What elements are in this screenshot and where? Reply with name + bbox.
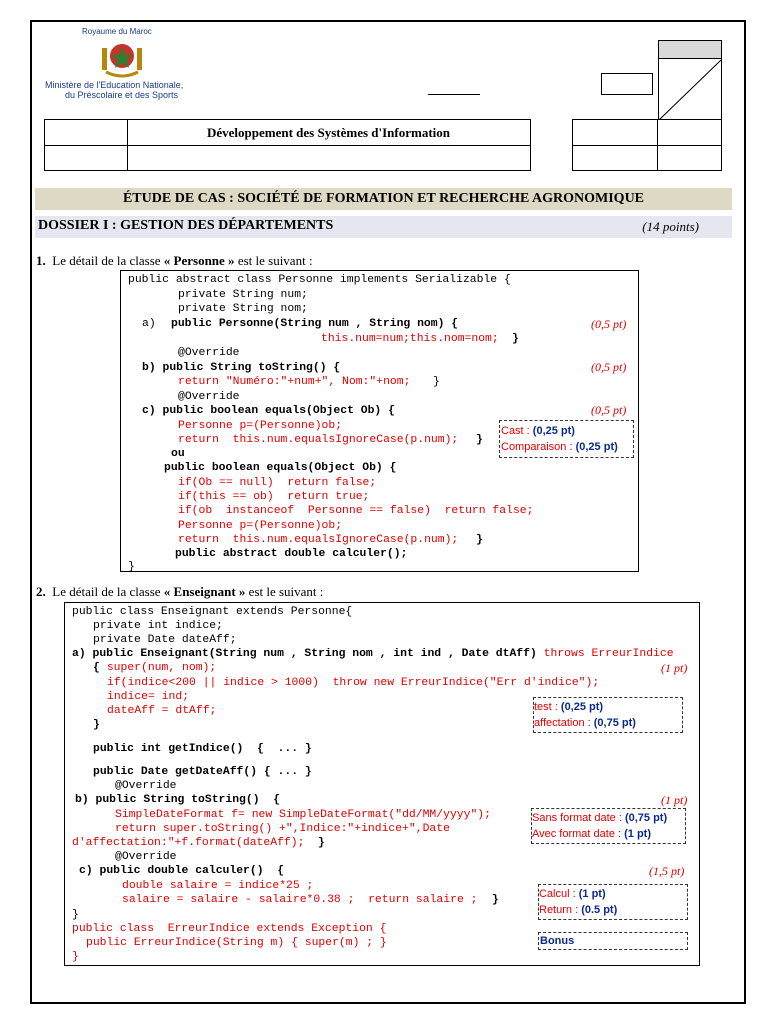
code-line: } [433,376,440,388]
code-line: super(num, nom); [100,662,217,674]
code-line: public int getIndice() { ... } [93,743,312,755]
note-test-affectation: test : (0,25 pt) affectation : (0,75 pt) [533,697,683,733]
points-c: (1,5 pt) [649,864,685,878]
code-line: public class ErreurIndice extends Exception { [72,923,387,935]
header-rule [428,94,480,95]
code-line: c) public boolean equals(Object Ob) { [142,405,395,417]
ministry-line2: du Préscolaire et des Sports [65,90,179,100]
code-line: d'affectation:"+f.format(dateAff); [72,837,305,849]
grade-diagonal [659,60,721,120]
code-line: } [476,434,483,446]
code-line: public abstract double calculer(); [175,548,408,560]
note-calcul-return: Calcul : (1 pt) Return : (0.5 pt) [538,884,688,920]
q2-lead: 2. Le détail de la classe « Enseignant » est le suivant : [36,584,324,599]
subject-title: Développement des Systèmes d'Information [206,125,450,140]
code-line: public ErreurIndice(String m) { super(m) ; } [86,937,387,949]
code-line: private String num; [178,289,308,301]
note-bonus: Bonus [538,932,688,950]
kingdom-label: Royaume du Maroc [82,27,152,36]
code-line: } [72,909,79,921]
code-line: c) public double calculer() { [79,865,285,877]
code-line: } [72,951,79,963]
code-line: return this.num.equalsIgnoreCase(p.num); [178,534,459,546]
code-line: if(this == ob) return true; [178,491,370,503]
code-line: @Override [178,347,240,359]
code-line: private String nom; [178,303,308,315]
code-line: public class Enseignant extends Personne{ [72,606,353,618]
points-c: (0,5 pt) [591,403,627,417]
code-line: { [93,662,100,674]
code-line: } [93,719,100,731]
code-line: double salaire = indice*25 ; [122,880,314,892]
code-line: @Override [178,391,240,403]
note-cast-comparaison: Cast : (0,25 pt) Comparaison : (0,25 pt) [499,420,634,458]
code-line: return "Numéro:"+num+", Nom:"+nom; [178,376,411,388]
code-line: if(ob instanceof Personne == false) return false; [178,505,534,517]
code-line: public Date getDateAff() { ... } [93,766,312,778]
ministry-line1: Ministère de l'Education Nationale, [45,80,184,90]
code-line: @Override [115,851,177,863]
code-line: return super.toString() +",Indice:"+indice+",Date [115,823,450,835]
case-title: ÉTUDE DE CAS : SOCIÉTÉ DE FORMATION ET RECHERCHE AGRONOMIQUE [35,188,732,210]
dossier-points: (14 points) [642,219,699,234]
dossier-title: DOSSIER I : GESTION DES DÉPARTEMENTS [38,218,334,233]
score-table [572,119,722,171]
code-line: a) [142,318,156,330]
code-line: this.num=num;this.nom=nom; [321,333,499,345]
code-line: indice= ind; [107,691,190,703]
grade-box [658,40,722,120]
code-line: if(indice<200 || indice > 1000) throw new ErreurIndice("Err d'indice"); [107,677,600,689]
points-b: (0,5 pt) [591,360,627,374]
code-line: b) public String toString() { [142,362,341,374]
code-line: } [128,561,135,573]
note-format-date: Sans format date : (0,75 pt) Avec format date : (1 pt) [531,808,686,844]
code-line: private Date dateAff; [93,634,237,646]
code-line: public abstract class Personne implements Serializable { [128,274,511,286]
code-line: salaire = salaire - salaire*0.38 ; return salaire ; [122,894,478,906]
code-line: if(Ob == null) return false; [178,477,377,489]
coat-of-arms-icon [100,38,144,78]
code-line: } [311,837,325,849]
code-line: b) public String toString() { [75,794,281,806]
points-a: (1 pt) [661,661,688,675]
code-line: @Override [115,780,177,792]
code-box-small [601,73,653,95]
code-line: } [476,534,483,546]
code-line: } [512,333,519,345]
code-line: public Personne(String num , String nom) { [171,318,459,330]
code-line: public boolean equals(Object Ob) { [164,462,397,474]
code-line: SimpleDateFormat f= new SimpleDateFormat("dd/MM/yyyy"); [115,809,491,821]
code-line: return this.num.equalsIgnoreCase(p.num); [178,434,459,446]
code-line: Personne p=(Personne)ob; [178,420,343,432]
code-line: private int indice; [93,620,223,632]
code-line: ou [171,448,185,460]
code-line: dateAff = dtAff; [107,705,217,717]
ministry-logo [45,25,260,105]
subject-table [44,119,531,171]
q1-lead: 1. Le détail de la classe « Personne » est le suivant : [36,253,313,268]
points-a: (0,5 pt) [591,317,627,331]
grade-box-header [659,41,721,59]
code-line: a) public Enseignant(String num , String nom , int ind , Date dtAff) throws ErreurIndice [72,648,674,660]
dossier-bar [35,216,732,238]
code-line: } [485,894,499,906]
points-b: (1 pt) [661,793,688,807]
code-line: Personne p=(Personne)ob; [178,520,343,532]
